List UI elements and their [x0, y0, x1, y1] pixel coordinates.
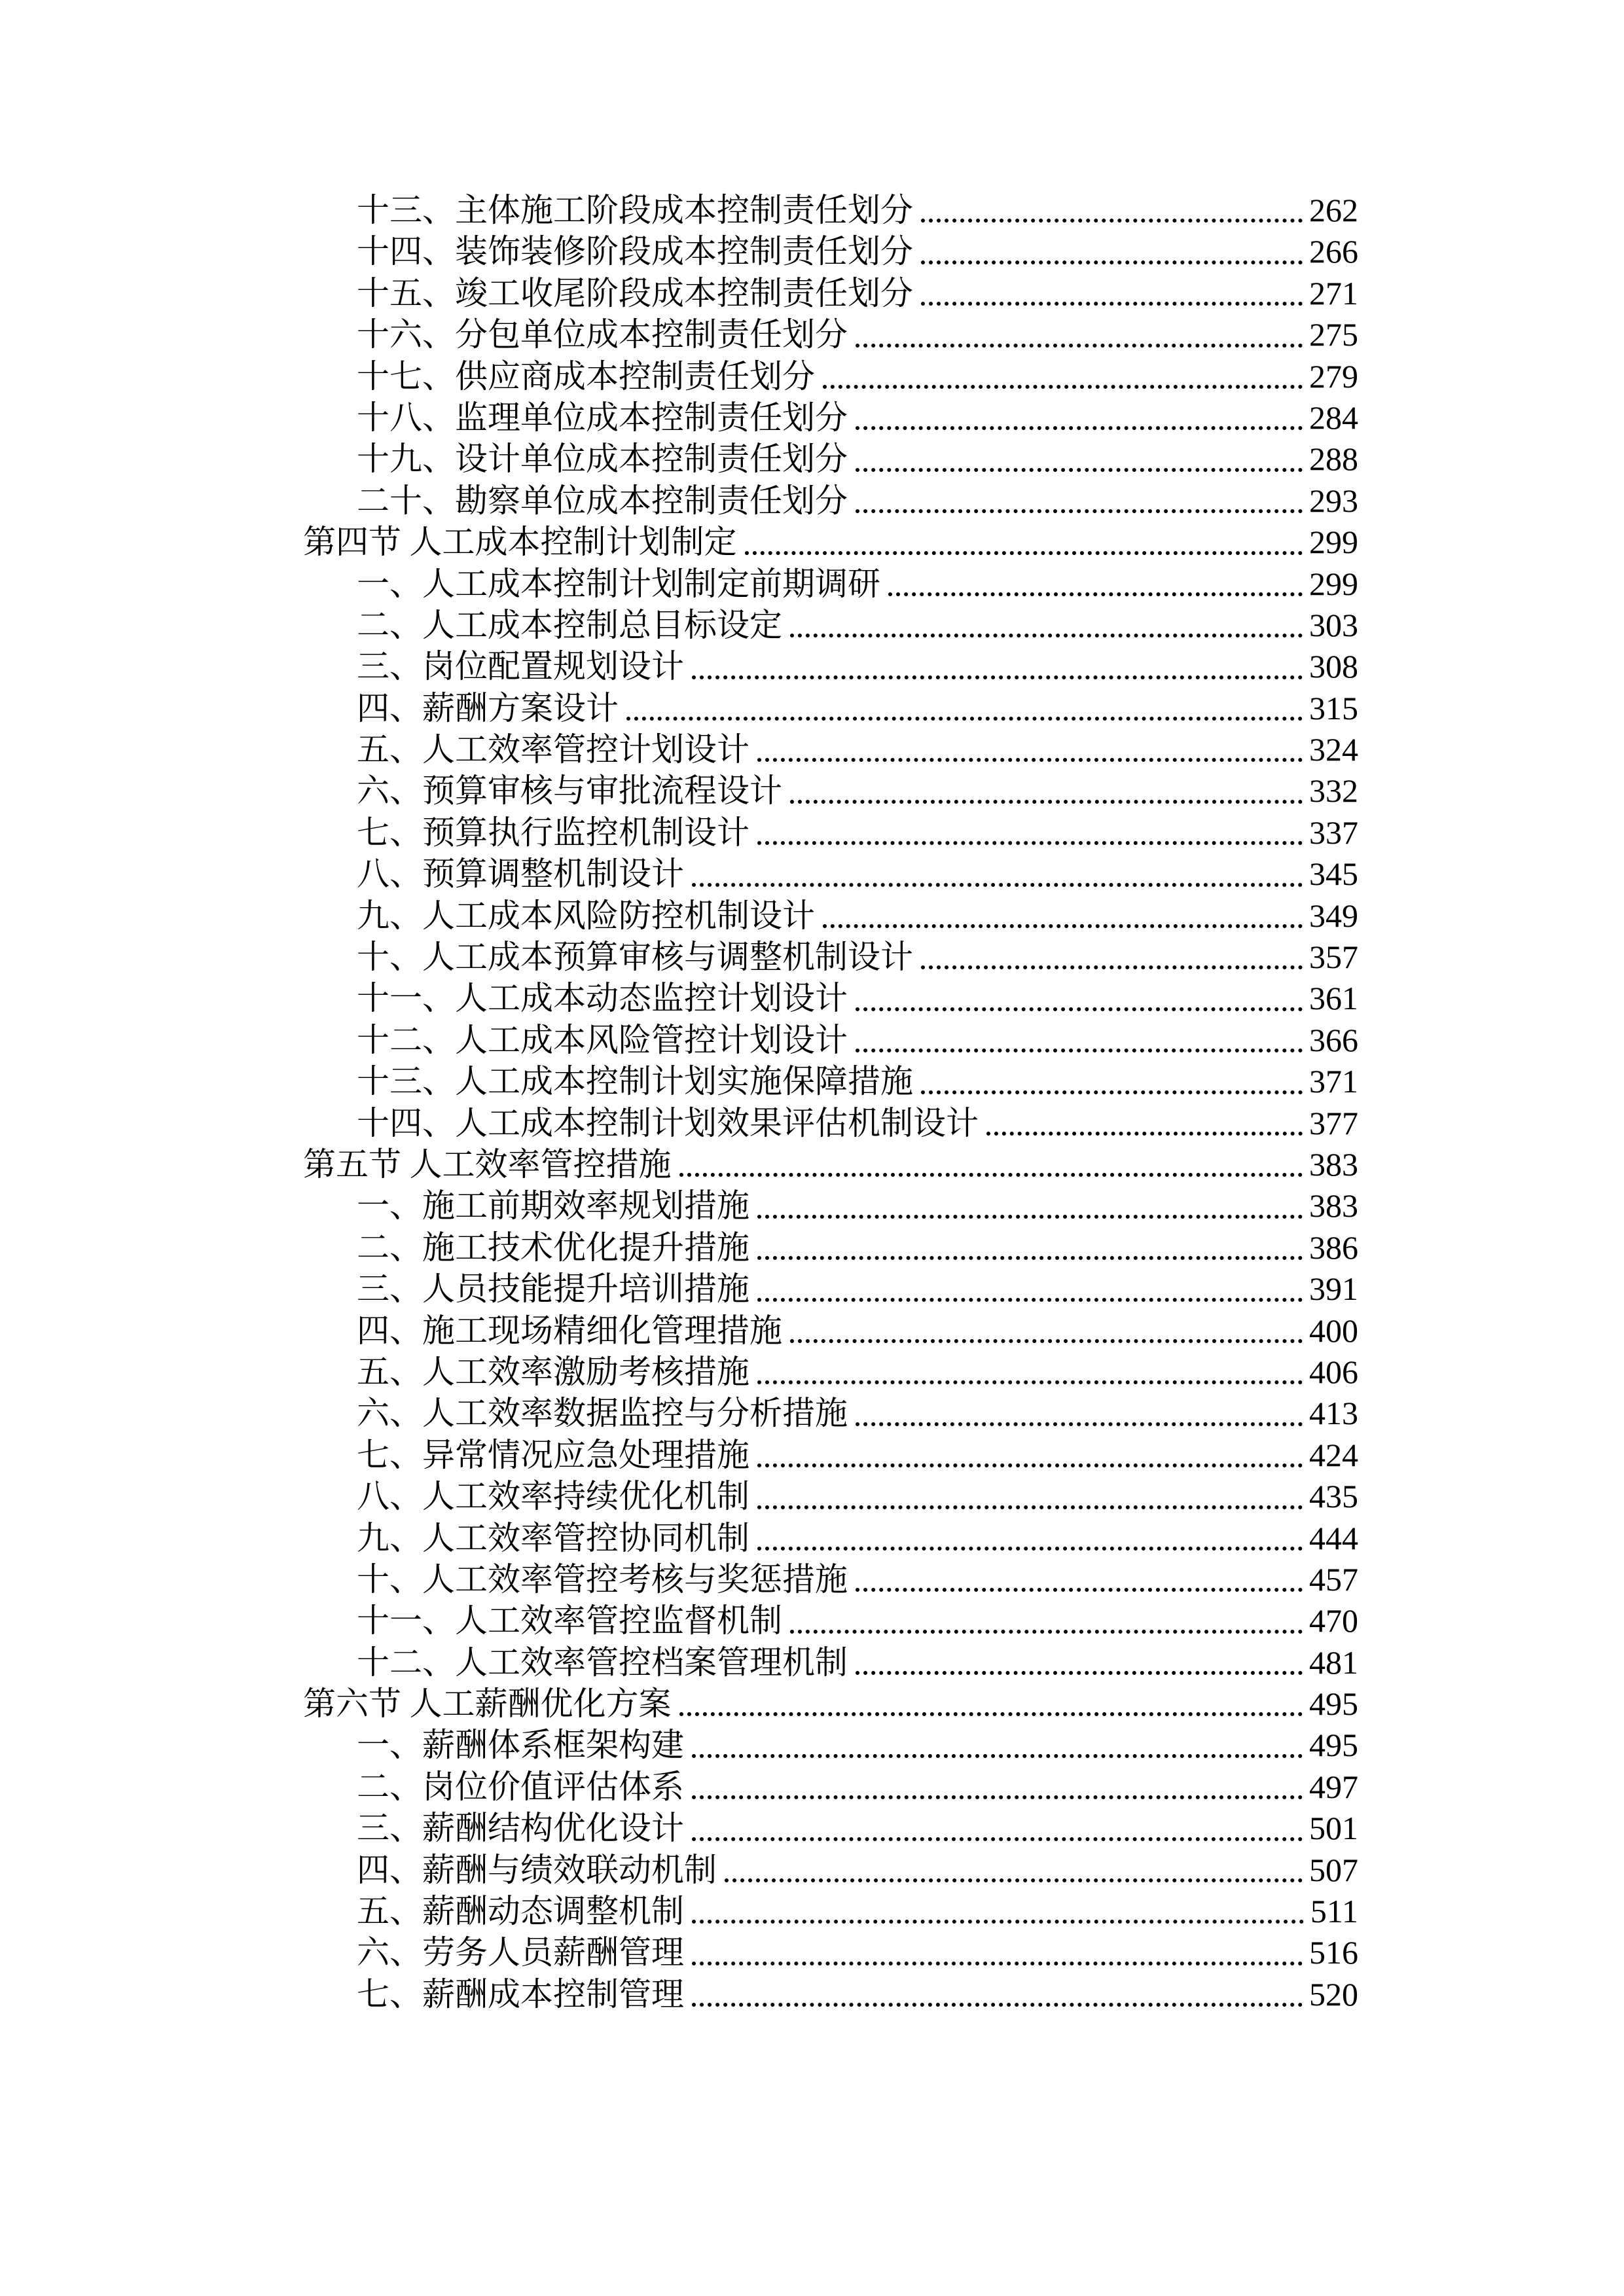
- toc-entry-title: 一、施工前期效率规划措施: [357, 1187, 749, 1225]
- toc-entry-page-number: 383: [1309, 1187, 1358, 1225]
- toc-entry[interactable]: [303, 1767, 1358, 1808]
- toc-entry[interactable]: [303, 1352, 1358, 1393]
- toc-entry[interactable]: [303, 1061, 1358, 1102]
- toc-entry[interactable]: [303, 729, 1358, 770]
- toc-entry-page-number: 315: [1309, 689, 1358, 726]
- toc-entry-page-number: 275: [1309, 316, 1358, 353]
- toc-entry[interactable]: [303, 978, 1358, 1019]
- toc-entry[interactable]: [303, 273, 1358, 314]
- toc-entry-title: 十五、竣工收尾阶段成本控制责任划分: [357, 274, 913, 312]
- toc-entry-title: 十二、人工效率管控档案管理机制: [357, 1643, 848, 1681]
- toc-dot-leader: [757, 1227, 1303, 1268]
- toc-entry-title: 三、岗位配置规划设计: [357, 648, 684, 685]
- toc-entry-title: 二、施工技术优化提升措施: [357, 1229, 749, 1266]
- toc-entry[interactable]: [303, 231, 1358, 272]
- toc-entry-title: 六、劳务人员薪酬管理: [357, 1934, 684, 1971]
- toc-page: [303, 190, 1358, 2015]
- toc-entry-page-number: 435: [1309, 1478, 1358, 1515]
- toc-entry[interactable]: [303, 605, 1358, 646]
- toc-entry-title: 六、预算审核与审批流程设计: [357, 772, 782, 810]
- toc-dot-leader: [692, 1974, 1303, 2015]
- toc-entry-page-number: 279: [1309, 357, 1358, 395]
- toc-dot-leader: [692, 1891, 1304, 1932]
- toc-entry-page-number: 497: [1309, 1768, 1358, 1805]
- toc-dot-leader: [757, 1435, 1303, 1476]
- toc-entry-page-number: 377: [1309, 1104, 1358, 1141]
- toc-entry-title: 一、人工成本控制计划制定前期调研: [357, 565, 880, 602]
- toc-entry-title: 一、薪酬体系框架构建: [357, 1727, 684, 1764]
- toc-entry[interactable]: [303, 937, 1358, 978]
- toc-dot-leader: [757, 1268, 1303, 1310]
- toc-entry-page-number: 266: [1309, 233, 1358, 270]
- toc-entry-page-number: 308: [1309, 648, 1358, 685]
- toc-entry-page-number: 444: [1309, 1519, 1358, 1556]
- toc-entry[interactable]: [303, 1683, 1358, 1725]
- toc-entry-title: 八、预算调整机制设计: [357, 855, 684, 893]
- toc-entry[interactable]: [303, 688, 1358, 729]
- toc-entry[interactable]: [303, 646, 1358, 687]
- toc-entry-page-number: 511: [1310, 1893, 1358, 1930]
- toc-entry-title: 四、薪酬方案设计: [357, 689, 619, 726]
- toc-entry-title: 七、薪酬成本控制管理: [357, 1975, 684, 2013]
- toc-entry-title: 四、施工现场精细化管理措施: [357, 1312, 782, 1349]
- toc-entry[interactable]: [303, 1808, 1358, 1849]
- toc-dot-leader: [692, 1725, 1303, 1766]
- toc-entry-title: 第五节 人工效率管控措施: [303, 1145, 672, 1183]
- toc-dot-leader: [790, 605, 1303, 646]
- toc-dot-leader: [757, 1352, 1303, 1393]
- toc-dot-leader: [745, 522, 1303, 563]
- toc-entry-title: 十八、监理单位成本控制责任划分: [357, 399, 848, 436]
- toc-dot-leader: [888, 564, 1303, 605]
- toc-entry-title: 十四、装饰装修阶段成本控制责任划分: [357, 233, 913, 270]
- toc-entry-page-number: 284: [1309, 399, 1358, 436]
- toc-entry-title: 十、人工成本预算审核与调整机制设计: [357, 939, 913, 976]
- toc-entry[interactable]: [303, 1642, 1358, 1683]
- toc-dot-leader: [921, 1061, 1303, 1102]
- toc-entry-title: 七、异常情况应急处理措施: [357, 1436, 749, 1473]
- toc-dot-leader: [921, 273, 1303, 314]
- toc-dot-leader: [856, 1393, 1303, 1434]
- toc-entry-title: 五、人工效率激励考核措施: [357, 1353, 749, 1390]
- toc-dot-leader: [757, 729, 1303, 770]
- toc-entry[interactable]: [303, 1103, 1358, 1144]
- toc-entry-page-number: 332: [1309, 772, 1358, 810]
- toc-entry[interactable]: [303, 1310, 1358, 1352]
- toc-entry[interactable]: [303, 1144, 1358, 1185]
- toc-dot-leader: [856, 1559, 1303, 1600]
- toc-dot-leader: [921, 937, 1303, 978]
- toc-entry[interactable]: [303, 1185, 1358, 1227]
- toc-entry-title: 十三、人工成本控制计划实施保障措施: [357, 1063, 913, 1100]
- toc-entry[interactable]: [303, 1476, 1358, 1517]
- toc-entry-title: 三、人员技能提升培训措施: [357, 1270, 749, 1308]
- toc-entry-page-number: 457: [1309, 1560, 1358, 1598]
- toc-entry[interactable]: [303, 1435, 1358, 1476]
- toc-entry-title: 十七、供应商成本控制责任划分: [357, 357, 815, 395]
- toc-entry-page-number: 406: [1309, 1353, 1358, 1390]
- toc-entry-page-number: 299: [1309, 524, 1358, 561]
- toc-entry-page-number: 495: [1309, 1727, 1358, 1764]
- toc-entry-title: 五、薪酬动态调整机制: [357, 1893, 684, 1930]
- toc-entry-title: 九、人工效率管控协同机制: [357, 1519, 749, 1556]
- toc-entry-page-number: 271: [1309, 274, 1358, 312]
- toc-entry[interactable]: [303, 770, 1358, 812]
- toc-dot-leader: [679, 1144, 1303, 1185]
- toc-entry-title: 五、人工效率管控计划设计: [357, 731, 749, 768]
- toc-dot-leader: [692, 1932, 1303, 1973]
- toc-entry-title: 八、人工效率持续优化机制: [357, 1478, 749, 1515]
- toc-dot-leader: [692, 853, 1303, 895]
- toc-entry-page-number: 324: [1309, 731, 1358, 768]
- toc-dot-leader: [823, 356, 1303, 397]
- toc-entry-page-number: 349: [1309, 897, 1358, 934]
- toc-entry[interactable]: [303, 1518, 1358, 1559]
- toc-dot-leader: [856, 480, 1303, 522]
- toc-entry[interactable]: [303, 564, 1358, 605]
- toc-entry-page-number: 495: [1309, 1685, 1358, 1723]
- toc-entry-page-number: 470: [1309, 1602, 1358, 1640]
- toc-dot-leader: [856, 978, 1303, 1019]
- toc-entry-title: 四、薪酬与绩效联动机制: [357, 1851, 717, 1888]
- toc-dot-leader: [626, 688, 1303, 729]
- toc-entry-title: 十二、人工成本风险管控计划设计: [357, 1021, 848, 1058]
- toc-entry-page-number: 383: [1309, 1145, 1358, 1183]
- toc-list: [303, 190, 1358, 2015]
- toc-entry-page-number: 371: [1309, 1063, 1358, 1100]
- toc-entry-page-number: 345: [1309, 855, 1358, 893]
- toc-entry-page-number: 386: [1309, 1229, 1358, 1266]
- toc-entry[interactable]: [303, 1891, 1358, 1932]
- toc-entry-title: 第四节 人工成本控制计划制定: [303, 524, 737, 561]
- toc-entry[interactable]: [303, 314, 1358, 355]
- toc-dot-leader: [856, 314, 1303, 355]
- toc-entry-page-number: 400: [1309, 1312, 1358, 1349]
- toc-dot-leader: [856, 397, 1303, 439]
- toc-dot-leader: [692, 1767, 1303, 1808]
- toc-entry-page-number: 366: [1309, 1021, 1358, 1058]
- toc-entry-page-number: 262: [1309, 192, 1358, 228]
- toc-entry-page-number: 507: [1309, 1851, 1358, 1888]
- toc-entry-page-number: 303: [1309, 606, 1358, 643]
- toc-entry[interactable]: [303, 1974, 1358, 2015]
- toc-entry-page-number: 299: [1309, 565, 1358, 602]
- toc-entry-title: 二、岗位价值评估体系: [357, 1768, 684, 1805]
- toc-entry-page-number: 361: [1309, 980, 1358, 1017]
- toc-entry[interactable]: [303, 1268, 1358, 1310]
- toc-dot-leader: [757, 1185, 1303, 1227]
- toc-entry[interactable]: [303, 1850, 1358, 1891]
- toc-dot-leader: [921, 190, 1303, 231]
- toc-entry[interactable]: [303, 356, 1358, 397]
- toc-dot-leader: [757, 1476, 1303, 1517]
- toc-dot-leader: [757, 1518, 1303, 1559]
- toc-dot-leader: [823, 895, 1303, 937]
- toc-entry-page-number: 413: [1309, 1395, 1358, 1432]
- toc-entry[interactable]: [303, 1559, 1358, 1600]
- toc-dot-leader: [986, 1103, 1303, 1144]
- toc-entry-title: 十九、设计单位成本控制责任划分: [357, 440, 848, 478]
- toc-entry-page-number: 357: [1309, 939, 1358, 976]
- toc-dot-leader: [856, 1642, 1303, 1683]
- toc-dot-leader: [692, 1808, 1303, 1849]
- toc-entry[interactable]: [303, 439, 1358, 480]
- toc-dot-leader: [725, 1850, 1303, 1891]
- toc-entry[interactable]: [303, 1725, 1358, 1766]
- toc-dot-leader: [692, 646, 1303, 687]
- toc-entry[interactable]: [303, 812, 1358, 853]
- toc-entry-page-number: 288: [1309, 440, 1358, 478]
- toc-entry-title: 六、人工效率数据监控与分析措施: [357, 1395, 848, 1432]
- toc-dot-leader: [679, 1683, 1303, 1725]
- toc-entry-title: 九、人工成本风险防控机制设计: [357, 897, 815, 934]
- toc-entry-page-number: 424: [1309, 1436, 1358, 1473]
- toc-entry[interactable]: [303, 480, 1358, 522]
- toc-entry-title: 十一、人工成本动态监控计划设计: [357, 980, 848, 1017]
- toc-entry-title: 十一、人工效率管控监督机制: [357, 1602, 782, 1640]
- toc-dot-leader: [856, 439, 1303, 480]
- toc-dot-leader: [856, 1020, 1303, 1061]
- toc-entry[interactable]: [303, 522, 1358, 563]
- toc-entry-page-number: 481: [1309, 1643, 1358, 1681]
- toc-entry-title: 十四、人工成本控制计划效果评估机制设计: [357, 1104, 979, 1141]
- toc-dot-leader: [790, 1310, 1303, 1352]
- toc-dot-leader: [757, 812, 1303, 853]
- toc-dot-leader: [790, 1600, 1303, 1641]
- toc-entry[interactable]: [303, 1227, 1358, 1268]
- toc-entry-title: 十、人工效率管控考核与奖惩措施: [357, 1560, 848, 1598]
- toc-entry[interactable]: [303, 397, 1358, 439]
- toc-entry-page-number: 391: [1309, 1270, 1358, 1308]
- toc-dot-leader: [921, 231, 1303, 272]
- toc-entry-title: 十六、分包单位成本控制责任划分: [357, 316, 848, 353]
- toc-entry[interactable]: [303, 1932, 1358, 1973]
- toc-entry[interactable]: [303, 1600, 1358, 1641]
- toc-entry[interactable]: [303, 1020, 1358, 1061]
- toc-entry-title: 三、薪酬结构优化设计: [357, 1810, 684, 1847]
- toc-dot-leader: [790, 770, 1303, 812]
- toc-entry[interactable]: [303, 1393, 1358, 1434]
- toc-entry[interactable]: [303, 190, 1358, 231]
- toc-entry-page-number: 516: [1309, 1934, 1358, 1971]
- toc-entry-title: 七、预算执行监控机制设计: [357, 814, 749, 851]
- toc-entry[interactable]: [303, 895, 1358, 937]
- toc-entry-page-number: 501: [1309, 1810, 1358, 1847]
- toc-entry-title: 十三、主体施工阶段成本控制责任划分: [357, 192, 913, 228]
- toc-entry-title: 二、人工成本控制总目标设定: [357, 606, 782, 643]
- toc-entry-title: 第六节 人工薪酬优化方案: [303, 1685, 672, 1723]
- toc-entry-page-number: 520: [1309, 1975, 1358, 2013]
- toc-entry-page-number: 337: [1309, 814, 1358, 851]
- toc-entry-page-number: 293: [1309, 482, 1358, 519]
- toc-entry[interactable]: [303, 853, 1358, 895]
- toc-entry-title: 二十、勘察单位成本控制责任划分: [357, 482, 848, 519]
